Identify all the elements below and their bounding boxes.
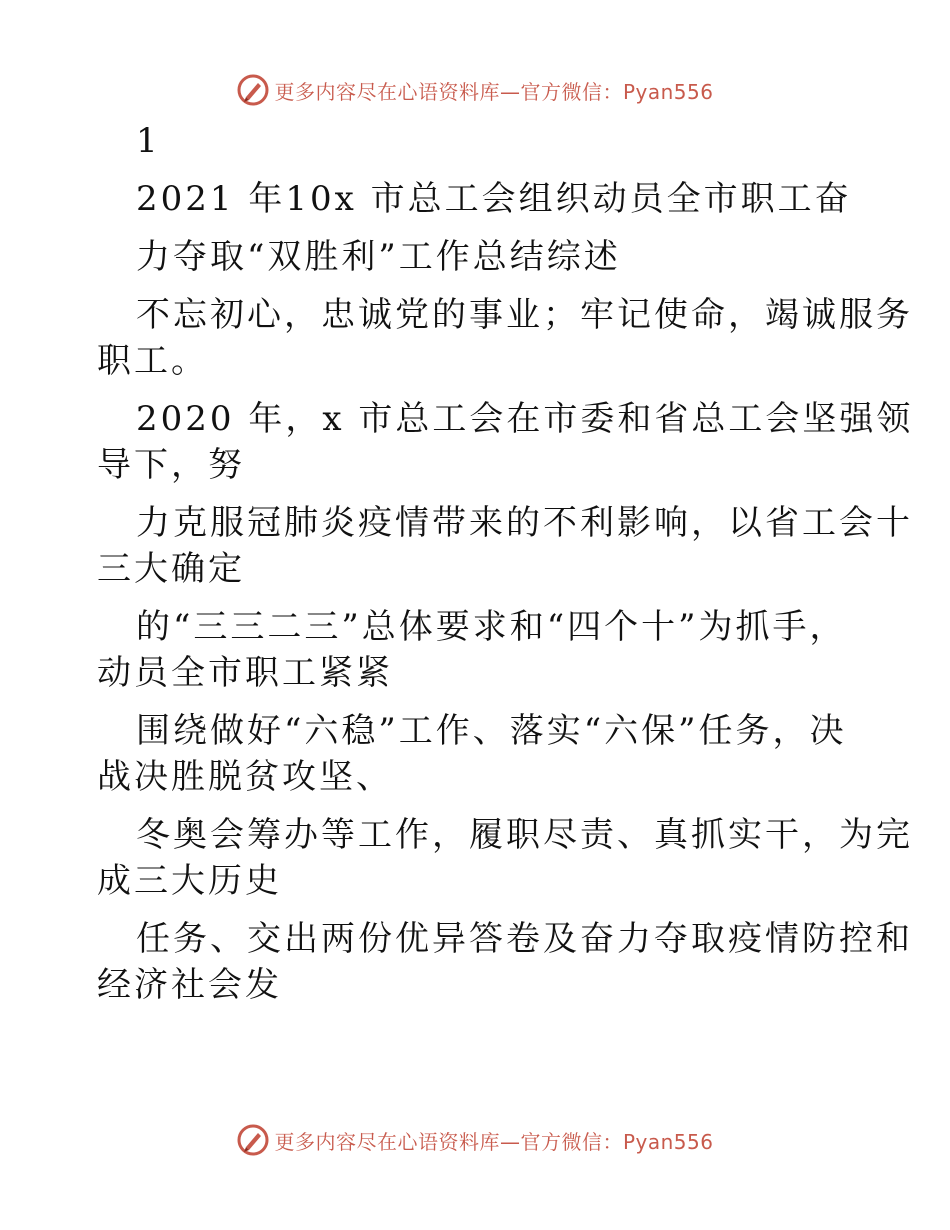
footer-watermark-banner [0, 1120, 950, 1160]
document-body [0, 118, 950, 1008]
header-watermark-text: 更多内容尽在心语资料库—官方微信：Pyan556 [274, 79, 714, 104]
title-line-2: 力夺取“双胜利”工作总结综述 [136, 237, 621, 277]
paragraph-line: 经济社会发 [97, 965, 282, 1005]
title-line-1: 2021 年10x 市总工会组织动员全市职工奋 [136, 179, 852, 219]
footer-watermark-text: 更多内容尽在心语资料库—官方微信：Pyan556 [274, 1129, 714, 1154]
paragraph-line: 导下，努 [97, 445, 245, 485]
paragraph-line: 任务、交出两份优异答卷及奋力夺取疫情防控和 [136, 919, 913, 959]
pen-circle-logo-icon [236, 73, 270, 107]
paragraph-line: 2020 年，x 市总工会在市委和省总工会坚强领 [136, 399, 914, 439]
paragraph-line: 不忘初心，忠诚党的事业；牢记使命，竭诚服务 [136, 295, 913, 335]
paragraph-line: 战决胜脱贫攻坚、 [97, 757, 393, 797]
header-watermark-banner [0, 70, 950, 110]
paragraph-line: 动员全市职工紧紧 [97, 653, 393, 693]
paragraph-line: 三大确定 [97, 549, 245, 589]
paragraph-line: 职工。 [97, 341, 208, 381]
paragraph-line: 成三大历史 [97, 861, 282, 901]
page-number-line: 1 [136, 121, 161, 161]
paragraph-line: 的“三三二三”总体要求和“四个十”为抓手， [136, 607, 847, 647]
paragraph-line: 围绕做好“六稳”工作、落实“六保”任务，决 [136, 711, 847, 751]
pen-circle-logo-icon [236, 1123, 270, 1157]
paragraph-line: 力克服冠肺炎疫情带来的不利影响，以省工会十 [136, 503, 913, 543]
paragraph-line: 冬奥会筹办等工作，履职尽责、真抓实干，为完 [136, 815, 913, 855]
